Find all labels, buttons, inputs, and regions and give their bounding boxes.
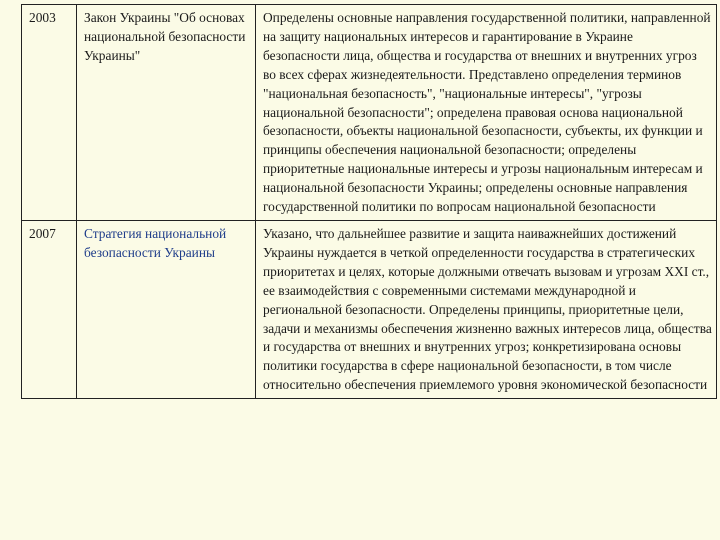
table-row (22, 220, 717, 398)
document-cell (77, 220, 256, 398)
document-cell (77, 5, 256, 221)
table-row (22, 5, 717, 221)
description-text: Определены основные направления государственной политики, направленной на защиту национальных интересов и гарантирование в Украине безопасности лица, общества и государства от внешних и внутренних угроз во всех сферах жизнедеятельности. Представлено определения терминов "национальная безопасность", "национальные интересы", "угрозы национальной безопасности"; определена правовая основа национальной безопасности, объекты национальной безопасности, субъекты, их функции и принципы обеспечения национальной безопасности; определены приоритетные национальные интересы и угрозы национальным интересам и национальной безопасности Украины; определены основные направления государственной политики по вопросам национальной безопасности (263, 10, 711, 215)
description-cell (256, 220, 717, 398)
description-text: Указано, что дальнейшее развитие и защита наиважнейших достижений Украины нуждается в четкой определенности государства в стратегических приоритетах и целях, которые должными отвечать вызовам и угрозам XXI ст., ее взаимодействия с современными системами международной и региональной безопасности. Определены принципы, приоритетные цели, задачи и механизмы обеспечения жизненно важных интересов лица, общества и государства от внешних и внутренних угроз; конкретизирована основы политики государства в сфере национальной безопасности, в том числе относительно обеспечения приемлемого уровня экономической безопасности (263, 225, 712, 393)
year-text: 2007 (29, 225, 56, 241)
year-cell (22, 5, 77, 221)
description-cell (256, 5, 717, 221)
legislation-table (21, 4, 717, 399)
year-text: 2003 (29, 10, 56, 25)
year-cell (22, 220, 77, 398)
document-title: Закон Украины "Об основах национальной безопасности Украины" (84, 10, 246, 63)
document-title-link: Стратегия национальной безопасности Украины (84, 225, 227, 260)
